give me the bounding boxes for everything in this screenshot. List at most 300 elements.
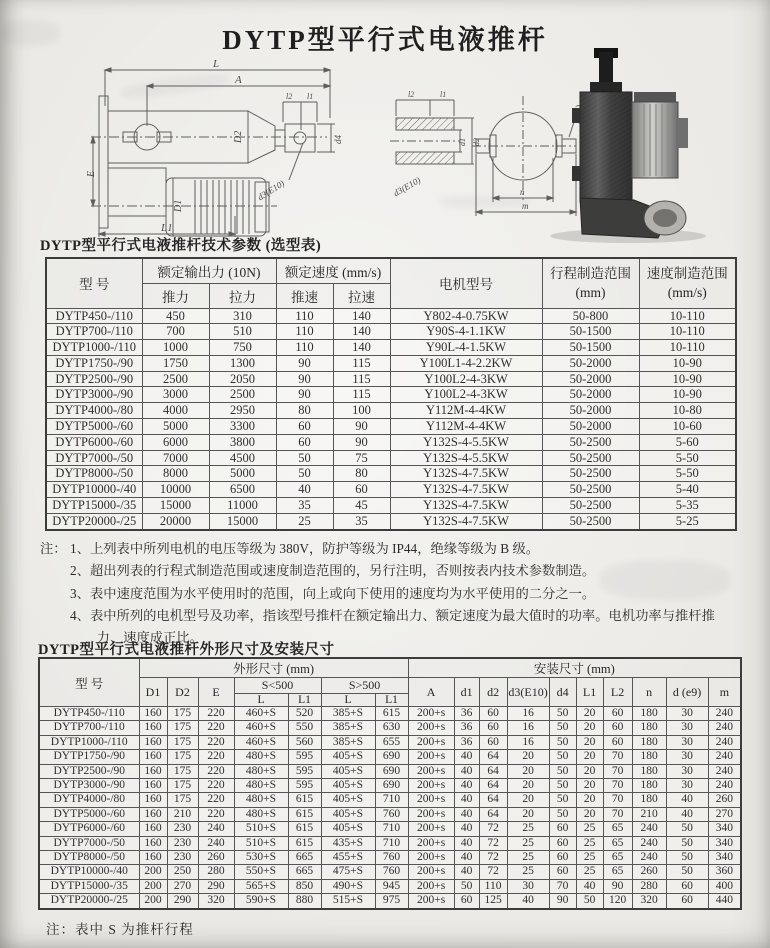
table-cell: 405+S [321, 807, 375, 821]
table-cell: 270 [708, 807, 741, 821]
table-cell: 20 [576, 707, 603, 721]
table-cell: 240 [708, 764, 741, 778]
table-cell: 15000 [142, 498, 209, 514]
table-cell: 100 [333, 403, 390, 419]
table-cell: 200+s [408, 822, 454, 836]
col-header-model: 型 号 [46, 258, 142, 308]
table-cell: 7000 [142, 450, 209, 466]
table-cell: 50 [549, 735, 576, 749]
table-cell: 20 [576, 735, 603, 749]
table-row [46, 308, 736, 324]
table-cell: 50 [549, 779, 576, 793]
table-row [39, 865, 741, 879]
table-row [46, 482, 736, 498]
table-cell: 90 [276, 355, 333, 371]
table-cell: 60 [666, 894, 708, 909]
table-row [46, 355, 736, 371]
table-cell: 175 [167, 764, 198, 778]
table-cell: 160 [139, 851, 167, 865]
table-cell: 72 [479, 865, 507, 879]
col-header-pull-speed: 拉速 [333, 283, 390, 308]
table-cell: 65 [603, 822, 632, 836]
col-group-stroke-gt-500: S>500 [321, 678, 408, 694]
dim-label-d2: d2 [472, 138, 481, 146]
table-cell: 8000 [142, 466, 209, 482]
table-row [39, 764, 741, 778]
table-cell: 10-90 [639, 355, 736, 371]
table-cell: 180 [632, 764, 666, 778]
col-header-d2: d2 [479, 678, 507, 707]
table-row [46, 403, 736, 419]
dim-label-D2: D2 [233, 130, 244, 143]
table-cell: 50 [549, 807, 576, 821]
table-cell: 710 [375, 822, 408, 836]
table-cell: 60 [479, 707, 507, 721]
table-cell: 320 [632, 894, 666, 909]
table-cell: 175 [167, 721, 198, 735]
table-cell: 25 [576, 822, 603, 836]
table-cell: 405+S [321, 822, 375, 836]
note-item: 2、超出列表的行程式制造范围或速度制造范围的，另行注明，否则按表内技术参数制造。 [70, 563, 596, 579]
table-cell: 15000 [209, 513, 276, 529]
table-cell: 20 [576, 807, 603, 821]
col-header-stroke-range-line1: 行程制造范围 [550, 265, 631, 281]
table-cell: DYTP1000-/110 [39, 735, 139, 749]
table-cell: 230 [167, 836, 198, 850]
col-header-D2: D2 [167, 678, 198, 707]
table-cell: 36 [454, 707, 479, 721]
table-cell: 595 [288, 750, 321, 764]
table-cell: 50-1500 [542, 324, 639, 340]
table-cell: 25 [576, 851, 603, 865]
table-cell: 480+S [234, 764, 288, 778]
table-cell: 40 [454, 836, 479, 850]
table-cell: 220 [198, 721, 234, 735]
table-cell: DYTP15000-/35 [46, 498, 142, 514]
table-cell: 175 [167, 750, 198, 764]
table-cell: 200+s [408, 865, 454, 879]
table-cell: 615 [288, 793, 321, 807]
col-header-stroke-range [542, 258, 639, 308]
table-cell: 200+s [408, 735, 454, 749]
table-cell: 60 [603, 707, 632, 721]
table-row [46, 387, 736, 403]
table-cell: 220 [198, 793, 234, 807]
table-cell: 50-2500 [542, 498, 639, 514]
table-cell: 240 [708, 779, 741, 793]
table-cell: 50 [454, 879, 479, 893]
table-cell: DYTP1000-/110 [46, 340, 142, 356]
table-cell: 240 [198, 836, 234, 850]
table-cell: Y100L1-4-2.2KW [390, 355, 542, 371]
table-cell: 160 [139, 707, 167, 721]
table-cell: 200+s [408, 836, 454, 850]
table-cell: DYTP700-/110 [46, 324, 142, 340]
table-cell: 510+S [234, 836, 288, 850]
table-cell: 270 [167, 879, 198, 893]
table-row [39, 894, 741, 909]
table-cell: 240 [632, 822, 666, 836]
dim-label-m: m [522, 201, 529, 211]
table-cell: DYTP7000-/50 [39, 836, 139, 850]
table-cell: 5-50 [639, 466, 736, 482]
col-header-de9: d (e9) [666, 678, 708, 707]
table-cell: 590+S [234, 894, 288, 909]
table-cell: 710 [375, 793, 408, 807]
table-cell: 50-2000 [542, 387, 639, 403]
table-cell: 290 [167, 894, 198, 909]
table-cell: 550+S [234, 865, 288, 879]
table-cell: 50 [549, 750, 576, 764]
table-cell: 175 [167, 779, 198, 793]
table-cell: 260 [198, 851, 234, 865]
table-cell: 175 [167, 735, 198, 749]
table-cell: 72 [479, 822, 507, 836]
dim-label-n: n [520, 187, 525, 197]
table-cell: 20 [576, 721, 603, 735]
table-cell: 11000 [209, 498, 276, 514]
table-cell: 220 [198, 750, 234, 764]
table-row [39, 851, 741, 865]
table-cell: 595 [288, 764, 321, 778]
table-cell: 40 [507, 894, 549, 909]
table-cell: 210 [167, 807, 198, 821]
table-cell: 60 [603, 735, 632, 749]
table-cell: 70 [603, 764, 632, 778]
table-cell: 460+S [234, 707, 288, 721]
table-cell: 490+S [321, 879, 375, 893]
table-cell: 40 [454, 865, 479, 879]
dimensions-table [38, 657, 742, 910]
table-cell: DYTP20000-/25 [46, 513, 142, 529]
table-cell: DYTP3000-/90 [39, 779, 139, 793]
table-cell: 10-80 [639, 403, 736, 419]
table-cell: 240 [198, 822, 234, 836]
notes-label: 注： [40, 541, 67, 556]
table-cell: 50 [276, 450, 333, 466]
col-header-d4: d4 [549, 678, 576, 707]
table-cell: 200+s [408, 779, 454, 793]
table-cell: 3000 [142, 387, 209, 403]
table-cell: 60 [603, 721, 632, 735]
table-cell: 35 [276, 498, 333, 514]
table-cell: 1000 [142, 340, 209, 356]
table-row [39, 879, 741, 893]
table-cell: 550 [288, 721, 321, 735]
table-row [39, 735, 741, 749]
table1-caption: DYTP型平行式电液推杆技术参数 (选型表) [40, 238, 322, 254]
table-cell: Y132S-4-7.5KW [390, 498, 542, 514]
table-cell: 160 [139, 764, 167, 778]
dim-label-L: L [213, 58, 220, 70]
table-cell: 200+s [408, 764, 454, 778]
table-cell: 40 [576, 879, 603, 893]
table-cell: 30 [666, 735, 708, 749]
table-cell: 80 [276, 403, 333, 419]
table-cell: 160 [139, 807, 167, 821]
table-cell: 75 [333, 450, 390, 466]
table-row [39, 779, 741, 793]
table-cell: 110 [276, 324, 333, 340]
table-cell: 240 [708, 707, 741, 721]
col-header-model: 型 号 [39, 658, 139, 707]
table-cell: 180 [632, 750, 666, 764]
table-cell: 90 [276, 387, 333, 403]
table-cell: 40 [454, 793, 479, 807]
table-cell: 40 [666, 793, 708, 807]
table-cell: Y90L-4-1.5KW [390, 340, 542, 356]
dim-label-E: E [86, 170, 97, 177]
table-cell: DYTP6000-/60 [39, 822, 139, 836]
table-cell: 1300 [209, 355, 276, 371]
table-cell: 60 [549, 851, 576, 865]
table-cell: 475+S [321, 865, 375, 879]
table-cell: DYTP8000-/50 [39, 851, 139, 865]
table-cell: 140 [333, 308, 390, 324]
table-cell: 160 [139, 735, 167, 749]
table2-caption: DYTP型平行式电液推杆外形尺寸及安装尺寸 [38, 642, 335, 658]
table-cell: 140 [333, 340, 390, 356]
table-cell: 200+s [408, 894, 454, 909]
table-cell: 700 [142, 324, 209, 340]
table-cell: 565+S [234, 879, 288, 893]
table-cell: 615 [288, 822, 321, 836]
table-cell: 615 [375, 707, 408, 721]
dim-label-d1: d1 [458, 138, 467, 146]
table-cell: 20 [507, 764, 549, 778]
table-cell: 60 [549, 822, 576, 836]
table-cell: 200+s [408, 851, 454, 865]
table-cell: 180 [632, 779, 666, 793]
product-photo [528, 48, 728, 243]
table-cell: 65 [603, 865, 632, 879]
table-cell: 40 [454, 764, 479, 778]
table-cell: DYTP450-/110 [39, 707, 139, 721]
table-cell: 400 [708, 879, 741, 893]
table-cell: 115 [333, 387, 390, 403]
table-cell: 180 [632, 721, 666, 735]
table-cell: Y112M-4-4KW [390, 403, 542, 419]
table-cell: 20 [507, 750, 549, 764]
table-cell: 64 [479, 779, 507, 793]
col-group-rated-force: 额定输出力 (10N) [142, 258, 276, 283]
table-cell: DYTP1750-/90 [39, 750, 139, 764]
table-cell: 60 [549, 836, 576, 850]
table-cell: 750 [209, 340, 276, 356]
col-header-stroke-range-line2: (mm) [575, 285, 606, 301]
dim-label-l2: l2 [408, 90, 415, 99]
table-cell: Y132S-4-5.5KW [390, 434, 542, 450]
table-cell: 40 [454, 779, 479, 793]
table-cell: 50-2500 [542, 434, 639, 450]
table-row [39, 836, 741, 850]
table-cell: 340 [708, 836, 741, 850]
table-cell: 90 [549, 894, 576, 909]
table-row [39, 807, 741, 821]
table2-footnote: 注：表中 S 为推杆行程 [46, 922, 194, 937]
table-cell: 280 [198, 865, 234, 879]
table-cell: DYTP10000-/40 [39, 865, 139, 879]
table-cell: 4500 [209, 450, 276, 466]
table-cell: 180 [632, 793, 666, 807]
table-cell: 175 [167, 793, 198, 807]
table-cell: DYTP5000-/60 [39, 807, 139, 821]
table-cell: DYTP1750-/90 [46, 355, 142, 371]
table-cell: Y802-4-0.75KW [390, 308, 542, 324]
table-cell: 655 [375, 735, 408, 749]
table-cell: 3800 [209, 434, 276, 450]
table-cell: 160 [139, 822, 167, 836]
table-cell: 4000 [142, 403, 209, 419]
col-header-L-lt: L [234, 694, 288, 707]
table-cell: Y132S-4-7.5KW [390, 466, 542, 482]
page-title: DYTP型平行式电液推杆 [222, 25, 548, 55]
table-cell: 480+S [234, 750, 288, 764]
table-cell: 64 [479, 750, 507, 764]
table-cell: 72 [479, 851, 507, 865]
table-cell: 90 [333, 434, 390, 450]
table-cell: 70 [603, 793, 632, 807]
col-header-motor: 电机型号 [390, 258, 542, 308]
table-cell: DYTP4000-/80 [46, 403, 142, 419]
table-cell: 240 [632, 851, 666, 865]
table-cell: 360 [708, 865, 741, 879]
table-cell: 405+S [321, 779, 375, 793]
table-cell: Y132S-4-7.5KW [390, 513, 542, 529]
table-cell: 50-800 [542, 308, 639, 324]
table-cell: 440 [708, 894, 741, 909]
table-cell: 25 [507, 851, 549, 865]
table-cell: 50 [666, 822, 708, 836]
table-cell: 530+S [234, 851, 288, 865]
table-cell: 455+S [321, 851, 375, 865]
table-cell: 90 [276, 371, 333, 387]
table-cell: 50-2000 [542, 419, 639, 435]
table-row [46, 450, 736, 466]
table-cell: 310 [209, 308, 276, 324]
table-cell: 20 [576, 779, 603, 793]
table-cell: 50-2500 [542, 482, 639, 498]
dim-label-d3: d3(E10) [255, 178, 287, 203]
table-cell: 220 [198, 707, 234, 721]
table-cell: 630 [375, 721, 408, 735]
table-cell: 6000 [142, 434, 209, 450]
table-cell: 40 [666, 807, 708, 821]
table-cell: 760 [375, 807, 408, 821]
table-cell: 140 [333, 324, 390, 340]
table-cell: 50 [549, 793, 576, 807]
table-cell: DYTP6000-/60 [46, 434, 142, 450]
col-header-speed-range-line2: (mm/s) [667, 285, 707, 301]
table-cell: 665 [288, 851, 321, 865]
col-header-speed-range [639, 258, 736, 308]
table-row [46, 340, 736, 356]
table-cell: 405+S [321, 793, 375, 807]
table-row [46, 324, 736, 340]
table-cell: 10-110 [639, 324, 736, 340]
table-cell: 30 [666, 764, 708, 778]
col-header-D1: D1 [139, 678, 167, 707]
table-cell: 40 [454, 822, 479, 836]
table-cell: 16 [507, 707, 549, 721]
col-group-outline-dims: 外形尺寸 (mm) [139, 658, 408, 678]
table-cell: 90 [603, 879, 632, 893]
table-cell: 3300 [209, 419, 276, 435]
table-cell: 25 [276, 513, 333, 529]
table-cell: DYTP3000-/90 [46, 387, 142, 403]
table-cell: 50-2500 [542, 513, 639, 529]
table-cell: 5-35 [639, 498, 736, 514]
table-row [39, 750, 741, 764]
table-cell: 460+S [234, 721, 288, 735]
table-cell: 50 [576, 894, 603, 909]
col-header-A: A [408, 678, 454, 707]
col-header-L1: L1 [576, 678, 603, 707]
table-cell: 340 [708, 822, 741, 836]
table-row [46, 466, 736, 482]
table-row [46, 513, 736, 529]
table-cell: 280 [632, 879, 666, 893]
table-cell: 50 [549, 764, 576, 778]
table-cell: 595 [288, 779, 321, 793]
table-cell: 220 [198, 807, 234, 821]
table-cell: 200+s [408, 721, 454, 735]
col-group-stroke-lt-500: S<500 [234, 678, 321, 694]
table-cell: 180 [632, 707, 666, 721]
table-cell: DYTP5000-/60 [46, 419, 142, 435]
table-cell: 5000 [209, 466, 276, 482]
table-cell: 50 [666, 851, 708, 865]
table-cell: 20 [507, 779, 549, 793]
table-cell: 160 [139, 779, 167, 793]
note-item: 4、表中所列的电机型号及功率，指该型号推杆在额定输出力、额定速度为最大值时的功率。电机功率与推杆推力、速度成正比。 [70, 607, 715, 646]
table-cell: 230 [167, 822, 198, 836]
table-cell: 80 [333, 466, 390, 482]
table-cell: Y90S-4-1.1KW [390, 324, 542, 340]
col-header-n: n [632, 678, 666, 707]
table-cell: 2950 [209, 403, 276, 419]
table-cell: 20000 [142, 513, 209, 529]
table-cell: DYTP2500-/90 [46, 371, 142, 387]
table-cell: 175 [167, 707, 198, 721]
table-cell: DYTP8000-/50 [46, 466, 142, 482]
table-cell: 60 [454, 894, 479, 909]
note-item: 3、表中速度范围为水平使用时的范围，向上或向下使用的速度均为水平使用的二分之一。 [70, 585, 596, 601]
table-cell: 50-2500 [542, 450, 639, 466]
table-cell: 200+s [408, 707, 454, 721]
table-cell: 110 [479, 879, 507, 893]
dim-label-l2: l2 [286, 92, 293, 101]
col-header-L1-gt: L1 [375, 694, 408, 707]
table-cell: Y100L2-4-3KW [390, 387, 542, 403]
table-cell: 240 [708, 721, 741, 735]
table-cell: 60 [666, 879, 708, 893]
table-cell: 10-90 [639, 387, 736, 403]
table-cell: 160 [139, 836, 167, 850]
table-cell: 25 [576, 836, 603, 850]
table-cell: 64 [479, 807, 507, 821]
table-cell: 110 [276, 340, 333, 356]
outline-drawing [85, 56, 385, 238]
table-cell: 20 [576, 750, 603, 764]
col-header-m: m [708, 678, 741, 707]
table-cell: 385+S [321, 707, 375, 721]
table-cell: 5-40 [639, 482, 736, 498]
table-cell: 50 [666, 865, 708, 879]
dim-label-L1: L1 [161, 222, 173, 234]
table-cell: 480+S [234, 779, 288, 793]
table-cell: 1750 [142, 355, 209, 371]
